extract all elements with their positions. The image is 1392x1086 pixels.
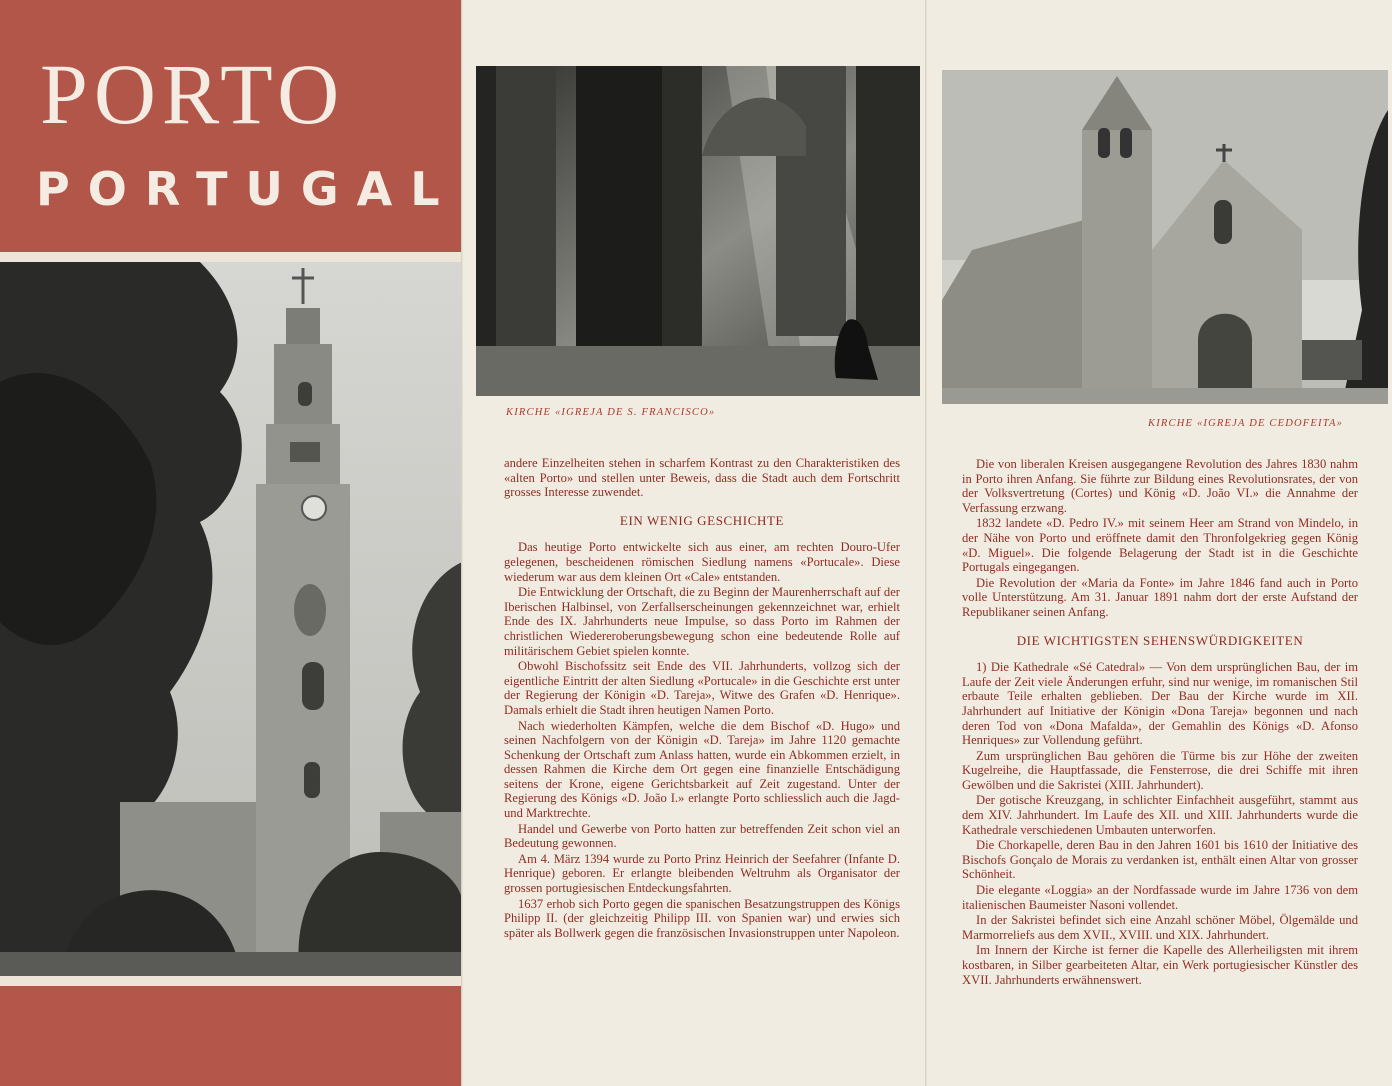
cover-title: PORTO	[40, 46, 346, 142]
sight-paragraph: Der gotische Kreuzgang, in schlichter Einfachheit ausgeführt, stammt aus dem XIV. Jahrhundert. Im Laufe des XII. und XIII. Jahrhunderts wurde die Kathedrale verschiedenen Umbauten unterworfen.	[962, 793, 1358, 837]
sight-paragraph: 1) Die Kathedrale «Sé Catedral» — Von dem ursprünglichen Bau, der im Laufe der Zeit viele Änderungen erfuhr, sind nur wenige, im romanischen Stil erbaute Teile erhalten geblieben. Der Bau der Kirche wurde im XII. Jahrhundert auf Initiative der Königin «Dona Tareja» begonnen und nach deren Tod von «Dona Mafalda», der Gemahlin des Königs «D. Afonso Henriques» zur Vollendung geführt.	[962, 660, 1358, 748]
sight-paragraph: Zum ursprünglichen Bau gehören die Türme bis zur Höhe der zweiten Kugelreihe, die Hauptfassade, die Fensterrose, die drei Schiffe mit ihren Gewölben und die Sakristei (XIII. Jahrhundert).	[962, 748, 1358, 792]
history-paragraph: Handel und Gewerbe von Porto hatten zur betreffenden Zeit schon viel an Bedeutung gewonnen.	[504, 821, 900, 851]
cover-photo-torre-dos-clerigos	[0, 262, 462, 976]
history-paragraph: Obwohl Bischofssitz seit Ende des VII. Jahrhunderts, vollzog sich der eigentliche Eintritt der alten Siedlung «Portucale» in die Geschichte erst unter der Regierung der Königin «D. Tareja», Witwe des Grafen «D. Henrique». Damals erhielt die Stadt ihren heutigen Namen Porto.	[504, 659, 900, 717]
cover-divider-top	[0, 252, 462, 262]
history-paragraph: Am 4. März 1394 wurde zu Porto Prinz Heinrich der Seefahrer (Infante D. Henrique) geboren. Er erlangte bleibenden Weltruhm als Organisator der grossen portugiesischen Entdeckungsfahrten.	[504, 851, 900, 896]
sight-paragraph: In der Sakristei befindet sich eine Anzahl schöner Möbel, Ölgemälde und Marmorreliefs aus dem XVII., XVIII. und XIX. Jahrhundert.	[962, 913, 1358, 942]
heading-geschichte: EIN WENIG GESCHICHTE	[619, 512, 785, 528]
photo-igreja-de-cedofeita	[942, 70, 1388, 404]
cover-bottom-band	[0, 986, 462, 1086]
sight-paragraph: Die elegante «Loggia» an der Nordfassade wurde im Jahre 1736 von dem italienischen Baumeister Nasoni vollendet.	[962, 883, 1358, 912]
intro-paragraph: andere Einzelheiten stehen in scharfem Kontrast zu den Charakteristiken des «alten Porto» und stellen unter Beweis, dass die Stadt auch dem Fortschritt grosses Interesse zuwendet.	[504, 456, 900, 500]
sight-paragraph: Im Innern der Kirche ist ferner die Kapelle des Allerheiligsten mit ihrem kostbaren, in Silber gearbeiteten Altar, ein Werk portugiesischer Künstler des XVII. Jahrhunderts erwähnenswert.	[962, 943, 1358, 987]
caption-igreja-de-cedofeita: KIRCHE «IGREJA DE CEDOFEITA»	[1148, 418, 1344, 429]
heading-sehenswuerdigkeiten: DIE WICHTIGSTEN SEHENSWÜRDIGKEITEN	[1016, 632, 1304, 648]
middle-panel	[464, 0, 926, 1086]
caption-igreja-de-s-francisco: KIRCHE «IGREJA DE S. FRANCISCO»	[506, 407, 716, 418]
middle-text-column	[504, 456, 900, 941]
history-paragraph: 1832 landete «D. Pedro IV.» mit seinem Heer am Strand von Mindelo, in der Nähe von Porto und eröffnete damit den Thronfolgekrieg gegen König «D. Miguel». Die folgende Belagerung der Stadt ist in die Geschichte Portugals eingegangen.	[962, 516, 1358, 575]
history-paragraph: Das heutige Porto entwickelte sich aus einer, am rechten Douro-Ufer gelegenen, bescheidenen römischen Siedlung namens «Portucale». Diese wiederum war aus dem kleinen Ort «Cale» entstanden.	[504, 540, 900, 584]
history-paragraph: Die Revolution der «Maria da Fonte» im Jahre 1846 fand auch in Porto volle Unterstützung. Am 31. Januar 1891 nahm dort der erste Aufstand der Republikaner seinen Anfang.	[962, 575, 1358, 619]
history-paragraph: Nach wiederholten Kämpfen, welche die dem Bischof «D. Hugo» und seinen Nachfolgern von der Königin «D. Tareja» im Jahre 1120 gemachte Schenkung der Ortschaft zum Anlass hatten, wurde ein Abkommen erzielt, in dessen Rahmen die Kirche dem Ort gegen eine finanzielle Entschädigung seitens der Krone, eigene Gerichtsbarkeit auf Zeit zugestand. Unter der Regierung des Königs «D. João I.» erlangte Porto schliesslich auch die Jagd- und Marktrechte.	[504, 718, 900, 821]
cover-panel	[0, 0, 462, 1086]
photo-igreja-de-s-francisco	[476, 66, 920, 396]
right-text-column	[962, 457, 1358, 988]
sight-paragraph: Die Chorkapelle, deren Bau in den Jahren 1601 bis 1610 der Initiative des Bischofs Gonçalo de Morais zu verdanken ist, enthält einen Altar von grosser Schönheit.	[962, 838, 1358, 882]
history-paragraph: 1637 erhob sich Porto gegen die spanischen Besatzungstruppen des Königs Philipp II. (der gleichzeitig Philipp III. von Spanien war) und erwies sich später als Bollwerk gegen die französischen Invasionstruppen unter Napoleon.	[504, 896, 900, 940]
cover-divider-bottom	[0, 976, 462, 986]
right-panel	[928, 0, 1392, 1086]
cover-title-band	[0, 0, 462, 252]
cover-subtitle: PORTUGAL	[36, 162, 458, 216]
history-paragraph: Die von liberalen Kreisen ausgegangene Revolution des Jahres 1830 nahm in Porto ihren Anfang. Sie führte zur Bildung eines Revolutionsrates, der von der Volksvertretung (Cortes) und König «D. João VI.» die Annahme der Verfassung erzwang.	[962, 457, 1358, 515]
history-paragraph: Die Entwicklung der Ortschaft, die zu Beginn der Maurenherrschaft auf der Iberischen Halbinsel, von Zerfallserscheinungen gekennzeichnet war, erhielt Ende des IX. Jahrhunderts neue Impulse, so dass Porto im Rahmen der christlichen Wiedereroberungsbewegung schon eine bedeutende Rolle auf militärischem Gebiet spielen konnte.	[504, 585, 900, 658]
